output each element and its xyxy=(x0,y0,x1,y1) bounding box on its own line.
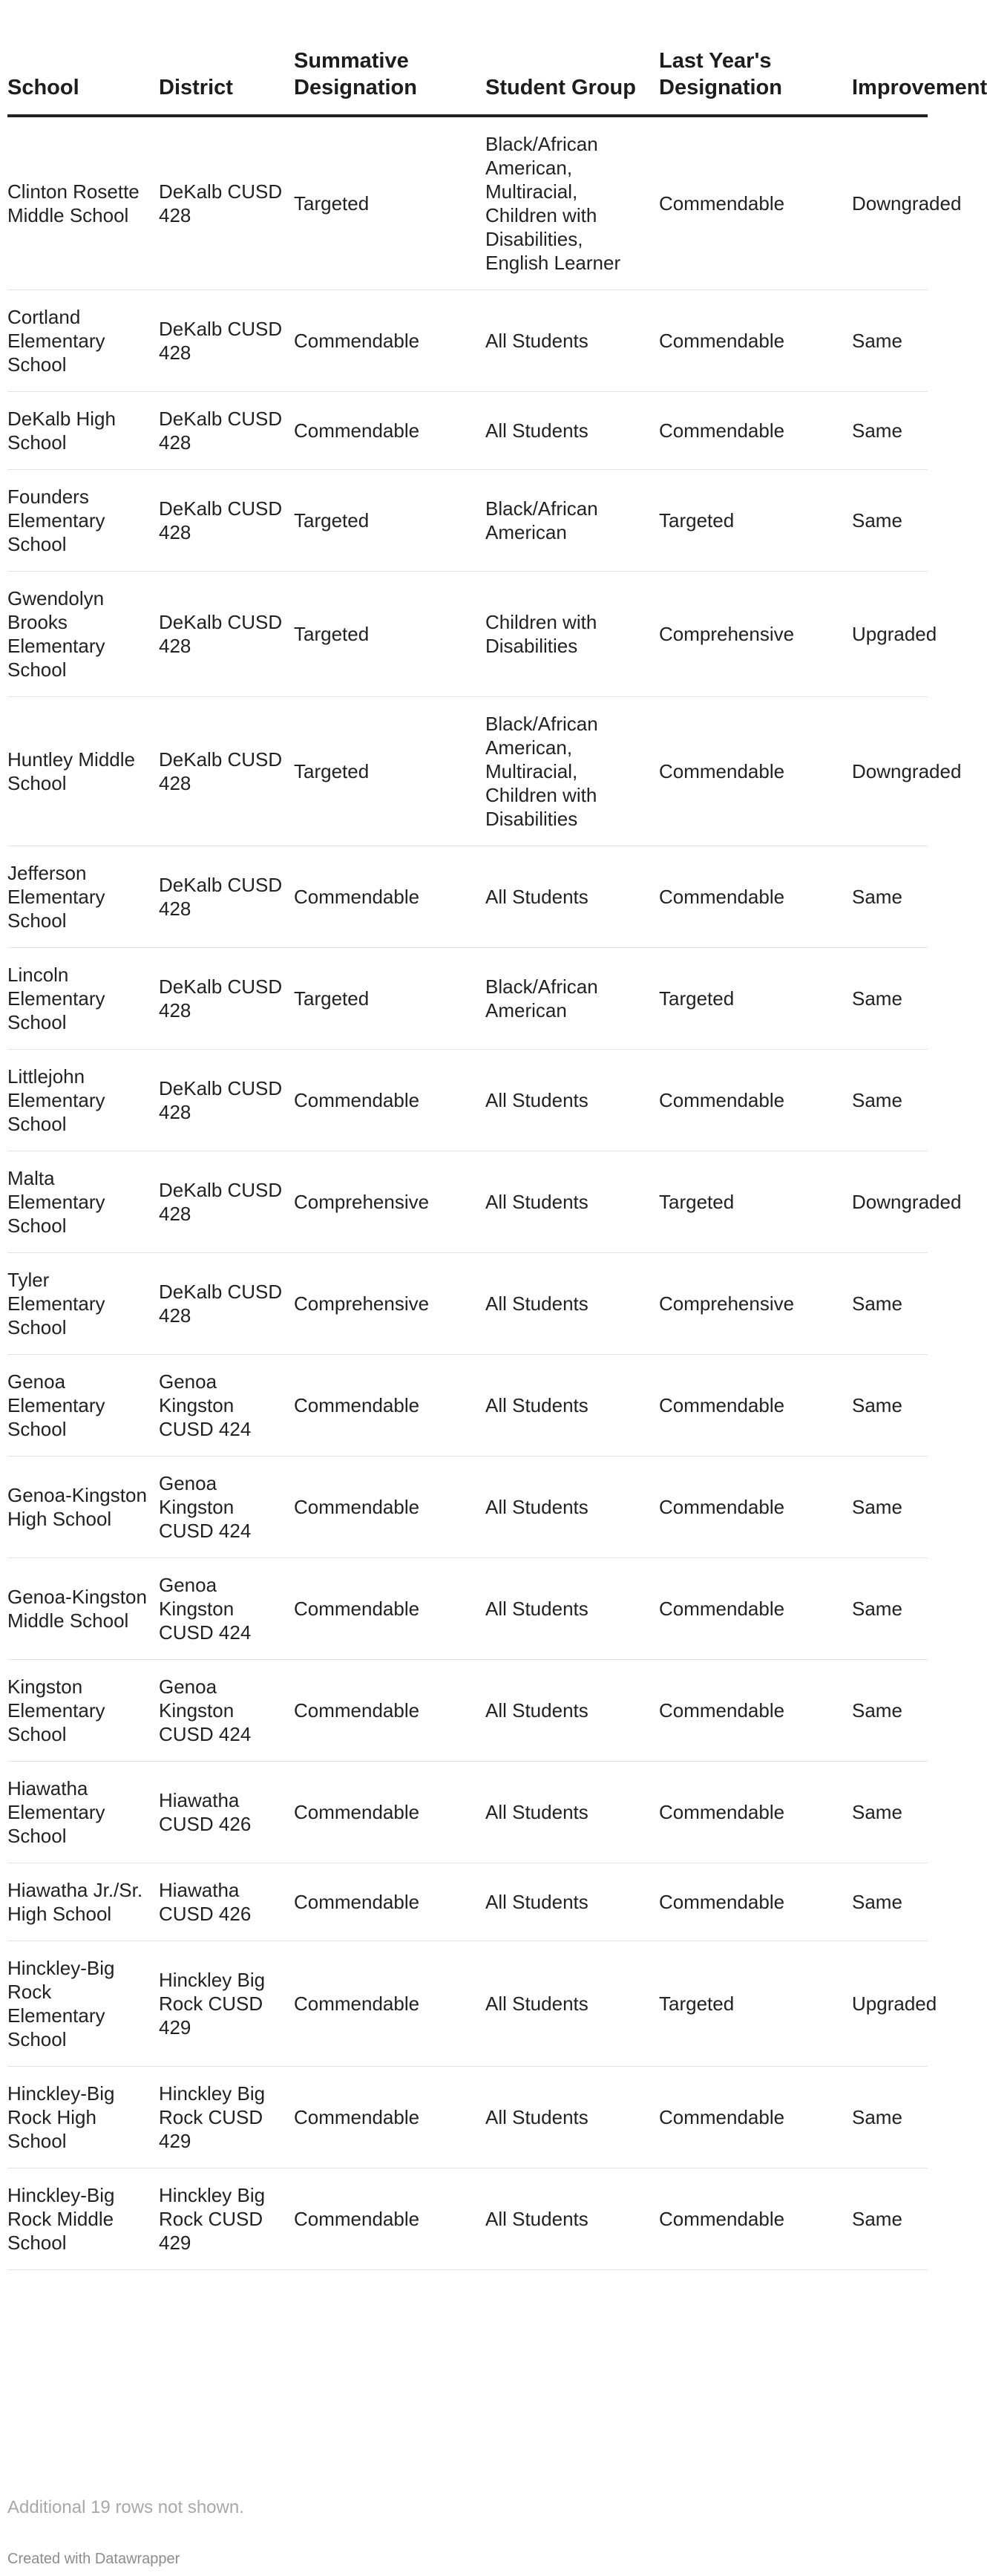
cell-improvement: Downgraded xyxy=(852,116,928,290)
cell-school: Genoa-Kingston Middle School xyxy=(7,1558,159,1660)
cell-district: DeKalb CUSD 428 xyxy=(159,1050,294,1151)
cell-improvement: Same xyxy=(852,1253,928,1355)
cell-student-group: All Students xyxy=(485,1863,659,1941)
cell-student-group: All Students xyxy=(485,290,659,392)
cell-school: Genoa Elementary School xyxy=(7,1355,159,1457)
cell-last-years-designation: Targeted xyxy=(659,1941,852,2067)
header-student-group[interactable]: Student Group xyxy=(485,0,659,116)
cell-district: DeKalb CUSD 428 xyxy=(159,846,294,948)
cell-district: DeKalb CUSD 428 xyxy=(159,290,294,392)
cell-student-group: Children with Disabilities xyxy=(485,572,659,697)
cell-student-group: All Students xyxy=(485,1050,659,1151)
cell-school: Hiawatha Jr./Sr. High School xyxy=(7,1863,159,1941)
designation-table-container xyxy=(7,0,987,2270)
table-row xyxy=(7,392,928,470)
cell-district: Hinckley Big Rock CUSD 429 xyxy=(159,1941,294,2067)
cell-school: Tyler Elementary School xyxy=(7,1253,159,1355)
table-row xyxy=(7,1762,928,1863)
cell-district: DeKalb CUSD 428 xyxy=(159,572,294,697)
cell-improvement: Same xyxy=(852,1762,928,1863)
cell-district: DeKalb CUSD 428 xyxy=(159,392,294,470)
table-body xyxy=(7,116,962,2270)
cell-student-group: All Students xyxy=(485,1660,659,1762)
cell-summative-designation: Commendable xyxy=(294,1355,485,1457)
cell-summative-designation: Commendable xyxy=(294,1660,485,1762)
cell-student-group: All Students xyxy=(485,392,659,470)
cell-school: Gwendolyn Brooks Elementary School xyxy=(7,572,159,697)
cell-district: DeKalb CUSD 428 xyxy=(159,470,294,572)
cell-district: DeKalb CUSD 428 xyxy=(159,116,294,290)
cell-school: Hinckley-Big Rock Middle School xyxy=(7,2168,159,2270)
table-header xyxy=(7,0,987,116)
cell-district: DeKalb CUSD 428 xyxy=(159,1151,294,1253)
cell-last-years-designation: Commendable xyxy=(659,290,852,392)
header-row xyxy=(7,0,928,116)
cell-summative-designation: Commendable xyxy=(294,1863,485,1941)
cell-school: Malta Elementary School xyxy=(7,1151,159,1253)
cell-improvement: Same xyxy=(852,2168,928,2270)
cell-student-group: All Students xyxy=(485,1151,659,1253)
table-row xyxy=(7,572,928,697)
table-row xyxy=(7,1457,928,1558)
datawrapper-credit[interactable]: Created with Datawrapper xyxy=(7,2551,180,2567)
cell-school: Lincoln Elementary School xyxy=(7,948,159,1050)
table-row xyxy=(7,2067,928,2168)
cell-last-years-designation: Targeted xyxy=(659,470,852,572)
cell-summative-designation: Comprehensive xyxy=(294,1151,485,1253)
table-row xyxy=(7,1253,928,1355)
cell-district: Hinckley Big Rock CUSD 429 xyxy=(159,2168,294,2270)
cell-summative-designation: Commendable xyxy=(294,846,485,948)
cell-school: DeKalb High School xyxy=(7,392,159,470)
cell-district: DeKalb CUSD 428 xyxy=(159,948,294,1050)
header-school[interactable]: School xyxy=(7,0,159,116)
cell-last-years-designation: Commendable xyxy=(659,392,852,470)
cell-student-group: All Students xyxy=(485,2067,659,2168)
cell-last-years-designation: Comprehensive xyxy=(659,572,852,697)
cell-summative-designation: Targeted xyxy=(294,116,485,290)
table-row xyxy=(7,470,928,572)
cell-last-years-designation: Commendable xyxy=(659,1863,852,1941)
cell-summative-designation: Targeted xyxy=(294,572,485,697)
table-row xyxy=(7,290,928,392)
cell-summative-designation: Comprehensive xyxy=(294,1253,485,1355)
cell-improvement: Same xyxy=(852,948,928,1050)
cell-summative-designation: Commendable xyxy=(294,1558,485,1660)
cell-improvement: Same xyxy=(852,1660,928,1762)
cell-school: Jefferson Elementary School xyxy=(7,846,159,948)
cell-summative-designation: Commendable xyxy=(294,2067,485,2168)
cell-student-group: All Students xyxy=(485,1762,659,1863)
table-row xyxy=(7,1941,928,2067)
cell-summative-designation: Commendable xyxy=(294,1457,485,1558)
cell-school: Hiawatha Elementary School xyxy=(7,1762,159,1863)
cell-district: DeKalb CUSD 428 xyxy=(159,1253,294,1355)
cell-school: Genoa-Kingston High School xyxy=(7,1457,159,1558)
cell-improvement: Upgraded xyxy=(852,572,928,697)
header-last-years-designation[interactable]: Last Year's Designation xyxy=(659,0,852,116)
cell-district: Hinckley Big Rock CUSD 429 xyxy=(159,2067,294,2168)
cell-district: Genoa Kingston CUSD 424 xyxy=(159,1660,294,1762)
cell-district: Hiawatha CUSD 426 xyxy=(159,1762,294,1863)
rows-not-shown-note: Additional 19 rows not shown. xyxy=(7,2497,244,2517)
cell-improvement: Upgraded xyxy=(852,1941,928,2067)
cell-last-years-designation: Commendable xyxy=(659,1762,852,1863)
cell-last-years-designation: Commendable xyxy=(659,846,852,948)
table-row xyxy=(7,1660,928,1762)
cell-student-group: All Students xyxy=(485,1558,659,1660)
cell-school: Hinckley-Big Rock Elementary School xyxy=(7,1941,159,2067)
cell-student-group: Black/African American xyxy=(485,948,659,1050)
cell-school: Founders Elementary School xyxy=(7,470,159,572)
cell-school: Kingston Elementary School xyxy=(7,1660,159,1762)
cell-improvement: Same xyxy=(852,470,928,572)
cell-improvement: Same xyxy=(852,846,928,948)
cell-summative-designation: Commendable xyxy=(294,290,485,392)
header-district[interactable]: District xyxy=(159,0,294,116)
cell-student-group: All Students xyxy=(485,2168,659,2270)
cell-improvement: Same xyxy=(852,2067,928,2168)
cell-improvement: Same xyxy=(852,1050,928,1151)
table-row xyxy=(7,1151,928,1253)
cell-student-group: Black/African American, Multiracial, Children with Disabilities, English Learner xyxy=(485,116,659,290)
cell-last-years-designation: Commendable xyxy=(659,2067,852,2168)
cell-summative-designation: Commendable xyxy=(294,392,485,470)
cell-school: Huntley Middle School xyxy=(7,697,159,846)
cell-student-group: All Students xyxy=(485,1253,659,1355)
table-row xyxy=(7,1355,928,1457)
cell-improvement: Same xyxy=(852,1558,928,1660)
table-row xyxy=(7,697,928,846)
cell-improvement: Same xyxy=(852,290,928,392)
cell-last-years-designation: Targeted xyxy=(659,1151,852,1253)
cell-summative-designation: Commendable xyxy=(294,1762,485,1863)
cell-improvement: Downgraded xyxy=(852,1151,928,1253)
cell-last-years-designation: Commendable xyxy=(659,116,852,290)
cell-improvement: Same xyxy=(852,1457,928,1558)
cell-district: DeKalb CUSD 428 xyxy=(159,697,294,846)
cell-last-years-designation: Targeted xyxy=(659,948,852,1050)
header-summative-designation[interactable]: Summative Designation xyxy=(294,0,485,116)
cell-district: Genoa Kingston CUSD 424 xyxy=(159,1558,294,1660)
table-row xyxy=(7,2168,928,2270)
cell-last-years-designation: Commendable xyxy=(659,2168,852,2270)
cell-last-years-designation: Commendable xyxy=(659,1558,852,1660)
cell-student-group: Black/African American xyxy=(485,470,659,572)
header-improvement[interactable]: Improvement xyxy=(852,0,928,116)
table-row xyxy=(7,1050,928,1151)
cell-last-years-designation: Commendable xyxy=(659,1457,852,1558)
cell-student-group: All Students xyxy=(485,1941,659,2067)
cell-summative-designation: Commendable xyxy=(294,1941,485,2067)
cell-student-group: All Students xyxy=(485,1457,659,1558)
table-row xyxy=(7,1863,928,1941)
designation-table xyxy=(7,0,987,2270)
cell-district: Genoa Kingston CUSD 424 xyxy=(159,1355,294,1457)
cell-summative-designation: Targeted xyxy=(294,470,485,572)
cell-student-group: All Students xyxy=(485,846,659,948)
cell-district: Genoa Kingston CUSD 424 xyxy=(159,1457,294,1558)
table-row xyxy=(7,948,928,1050)
cell-summative-designation: Commendable xyxy=(294,1050,485,1151)
cell-improvement: Same xyxy=(852,1863,928,1941)
cell-improvement: Downgraded xyxy=(852,697,928,846)
cell-school: Cortland Elementary School xyxy=(7,290,159,392)
cell-school: Hinckley-Big Rock High School xyxy=(7,2067,159,2168)
table-row xyxy=(7,846,928,948)
cell-student-group: Black/African American, Multiracial, Children with Disabilities xyxy=(485,697,659,846)
cell-school: Clinton Rosette Middle School xyxy=(7,116,159,290)
cell-last-years-designation: Commendable xyxy=(659,1050,852,1151)
cell-improvement: Same xyxy=(852,392,928,470)
cell-student-group: All Students xyxy=(485,1355,659,1457)
cell-summative-designation: Targeted xyxy=(294,697,485,846)
cell-last-years-designation: Commendable xyxy=(659,1660,852,1762)
cell-improvement: Same xyxy=(852,1355,928,1457)
cell-last-years-designation: Commendable xyxy=(659,1355,852,1457)
cell-school: Littlejohn Elementary School xyxy=(7,1050,159,1151)
cell-summative-designation: Commendable xyxy=(294,2168,485,2270)
cell-last-years-designation: Comprehensive xyxy=(659,1253,852,1355)
table-row xyxy=(7,1558,928,1660)
cell-last-years-designation: Commendable xyxy=(659,697,852,846)
cell-district: Hiawatha CUSD 426 xyxy=(159,1863,294,1941)
table-row xyxy=(7,116,928,290)
cell-summative-designation: Targeted xyxy=(294,948,485,1050)
